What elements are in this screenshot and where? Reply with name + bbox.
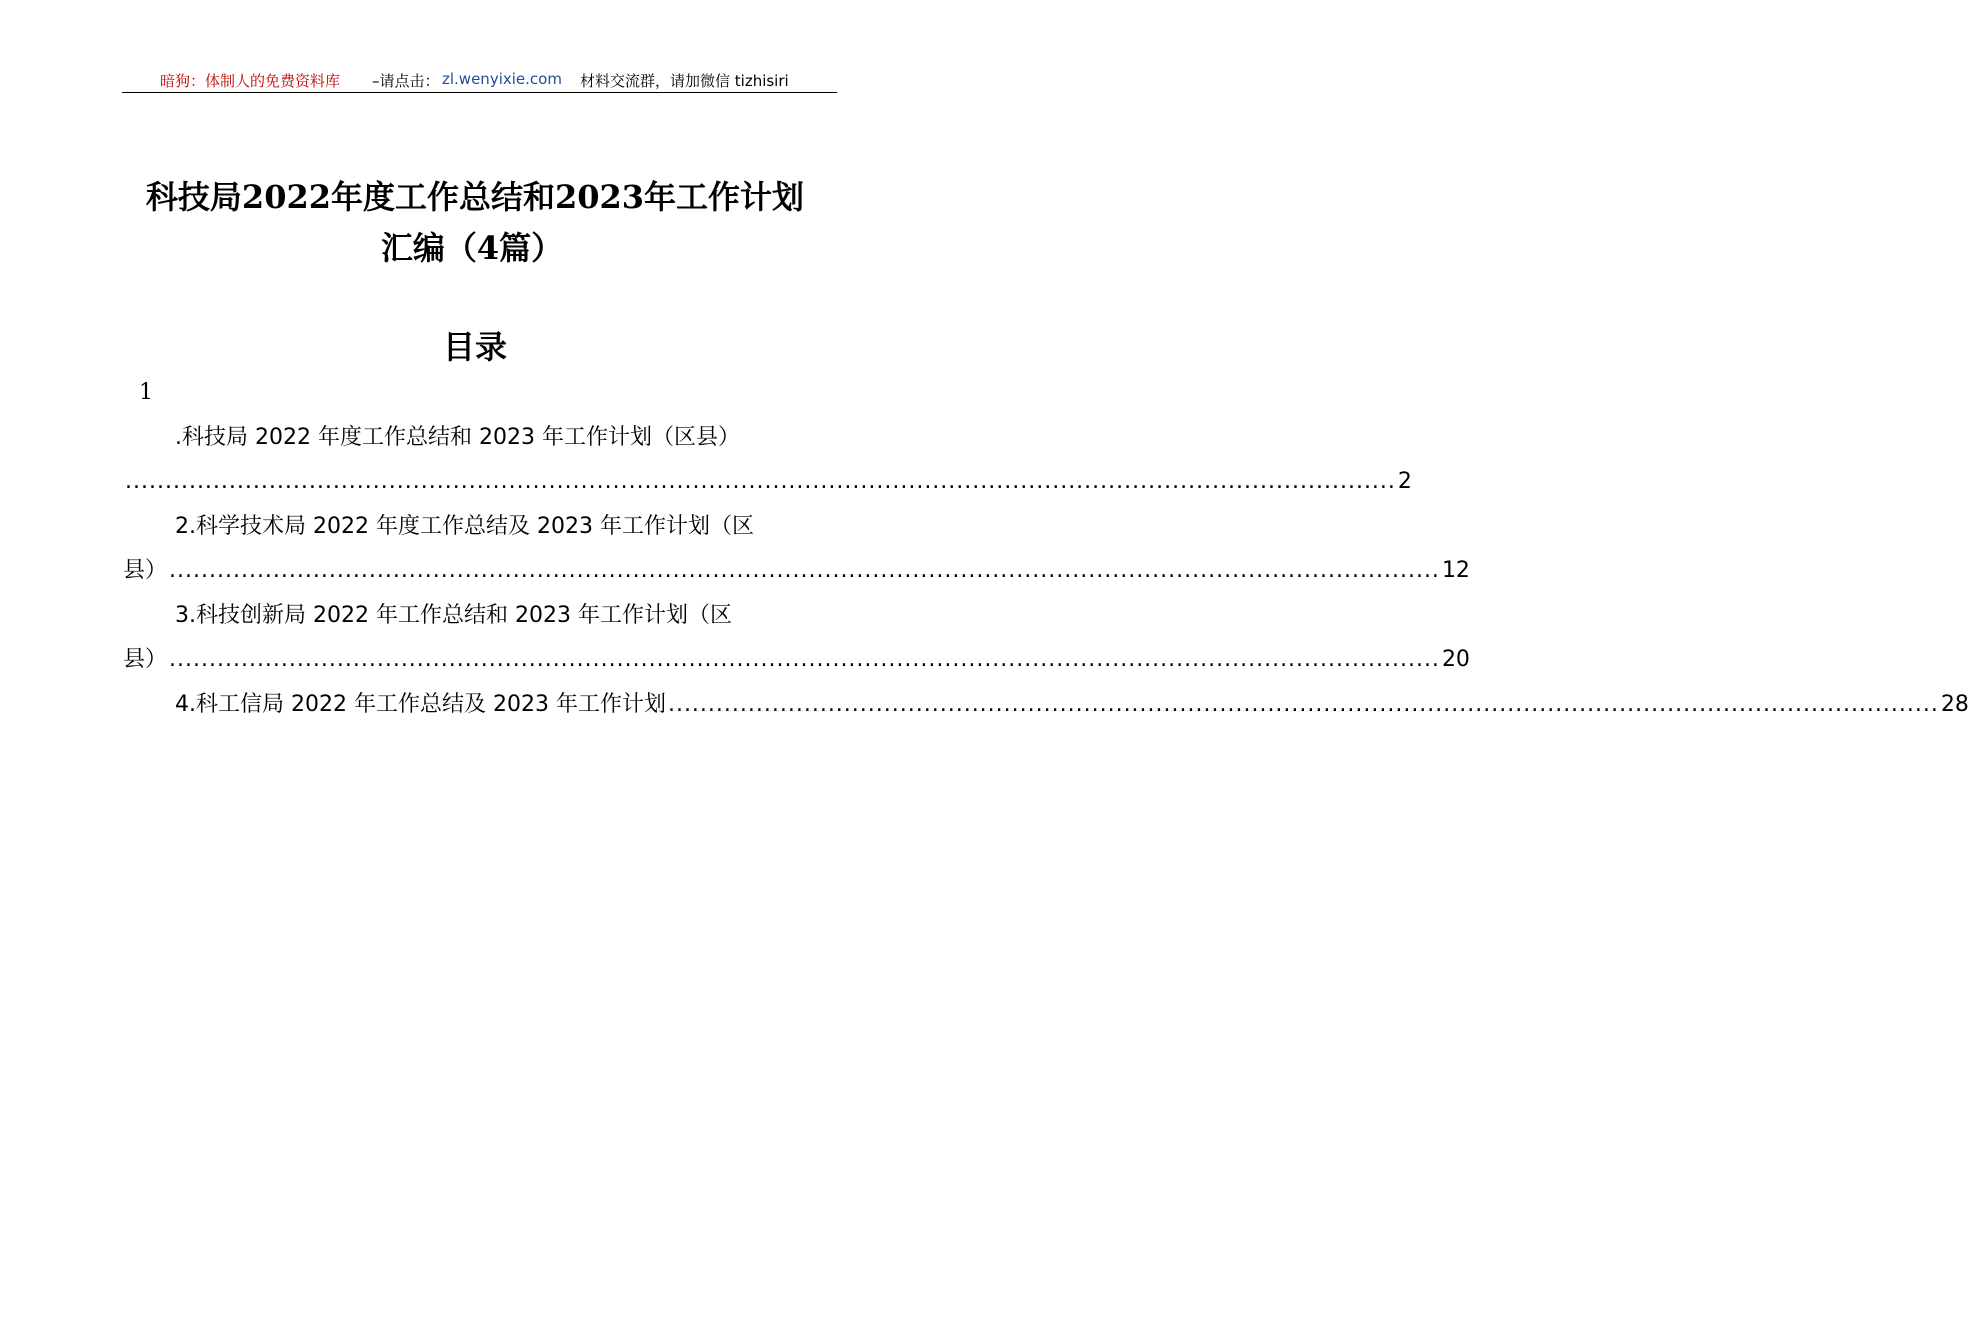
page-header — [122, 68, 837, 93]
toc-item-4-page: 28 — [1940, 692, 1969, 717]
toc-item-3-cont: 县） — [123, 647, 168, 672]
toc-item-1[interactable]: .科技局 2022 年度工作总结和 2023 年工作计划（区县） — [175, 425, 740, 450]
header-brand: 暗狗：体制人的免费资料库 — [160, 72, 341, 90]
toc-item-2-page: 12 — [1441, 558, 1470, 583]
header-prompt: –请点击： — [372, 72, 440, 90]
toc-item-2-leader — [123, 556, 1470, 586]
leader-dots: ............................................................................................................................................................... — [125, 469, 1396, 494]
document-title-line1: 科技局2022年度工作总结和2023年工作计划 — [145, 178, 805, 216]
toc-item-2-cont: 县） — [123, 558, 168, 583]
document-title-line2: 汇编（4篇） — [380, 229, 564, 267]
toc-item-3-page: 20 — [1441, 647, 1470, 672]
toc-item-1-page: 2 — [1397, 469, 1412, 494]
toc-item-3-leader — [123, 645, 1470, 675]
leader-dots: ............................................................................................................................................................... — [169, 647, 1440, 672]
leader-dots: ............................................................................................................................................................... — [667, 692, 1939, 717]
header-wechat-note: 材料交流群，请加微信 tizhisiri — [580, 72, 789, 90]
toc-item-3[interactable]: 3.科技创新局 2022 年工作总结和 2023 年工作计划（区 — [175, 603, 732, 628]
toc-item-2[interactable]: 2.科学技术局 2022 年度工作总结及 2023 年工作计划（区 — [175, 514, 754, 539]
toc-item-1-number: 1 — [139, 380, 153, 405]
header-link[interactable]: zl.wenyixie.com — [442, 70, 562, 88]
toc-item-4-text: 4.科工信局 2022 年工作总结及 2023 年工作计划 — [175, 692, 666, 717]
toc-item-1-leader — [123, 467, 1412, 497]
toc-item-4[interactable] — [175, 690, 1969, 720]
toc-heading: 目录 — [442, 328, 507, 366]
leader-dots: ............................................................................................................................................................... — [169, 558, 1440, 583]
